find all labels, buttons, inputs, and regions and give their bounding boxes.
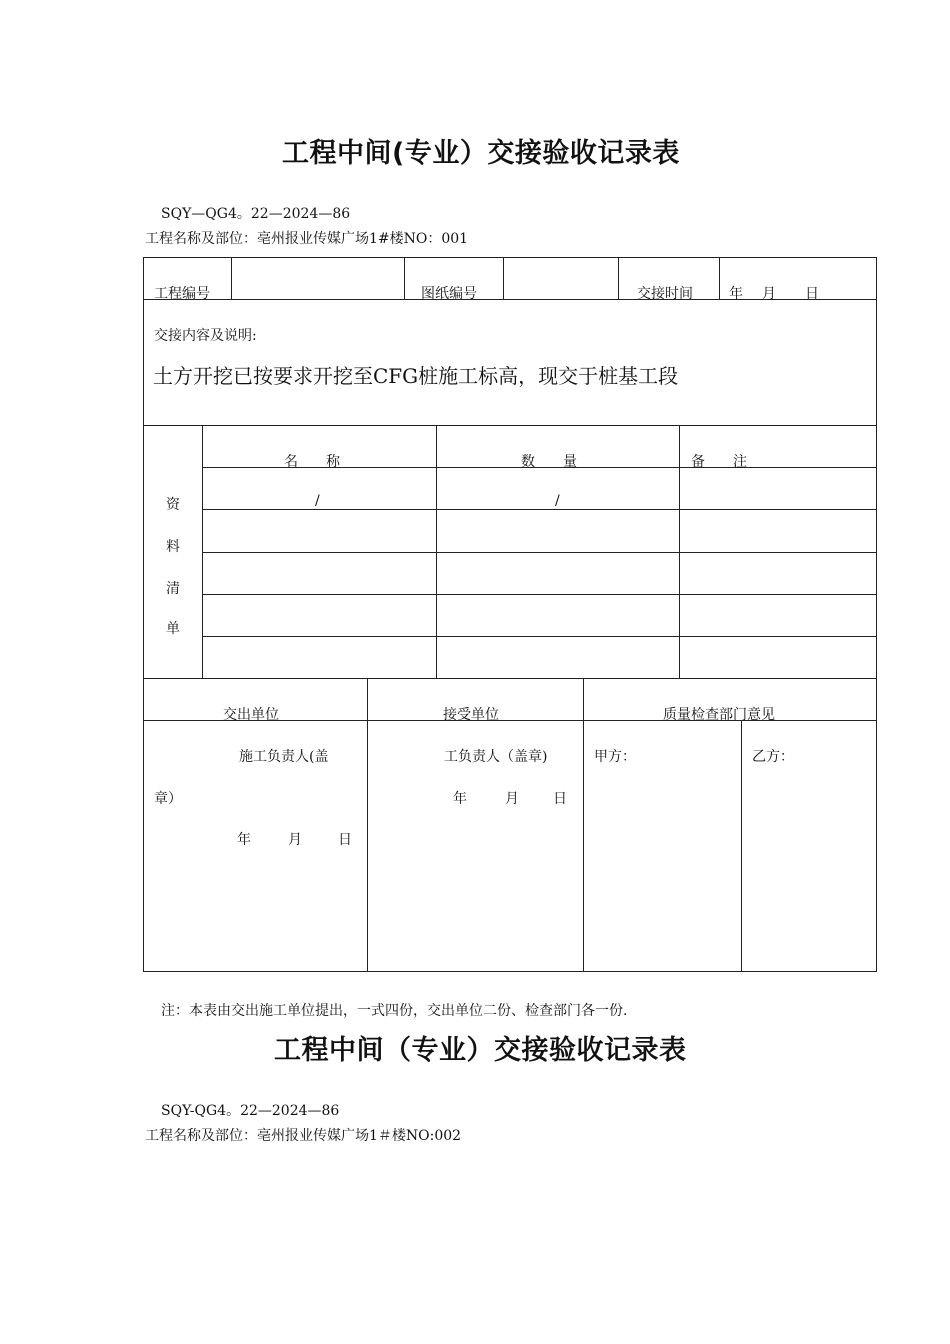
row1-name: / bbox=[315, 493, 320, 509]
date-day: 日 bbox=[805, 286, 819, 302]
col-name-header: 名 称 bbox=[284, 454, 340, 470]
deliver-person-line1: 施工负责人(盖 bbox=[239, 749, 329, 765]
deliver-day: 日 bbox=[338, 832, 352, 848]
party-a: 甲方： bbox=[594, 749, 636, 765]
quality-opinion-header: 质量检查部门意见 bbox=[663, 707, 775, 723]
deliver-unit-header: 交出单位 bbox=[223, 707, 279, 723]
side-char-4: 单 bbox=[166, 621, 180, 637]
form1-project: 工程名称及部位：亳州报业传媒广场1#楼NO：001 bbox=[145, 231, 469, 247]
form1-title: 工程中间(专业）交接验收记录表 bbox=[282, 138, 680, 169]
receive-month: 月 bbox=[505, 791, 519, 807]
receive-person: 工负责人（盖章) bbox=[444, 749, 548, 765]
deliver-year: 年 bbox=[237, 832, 251, 848]
deliver-person-line2: 章） bbox=[154, 791, 182, 807]
row1-qty: / bbox=[555, 493, 560, 509]
receive-unit-header: 接受单位 bbox=[443, 707, 499, 723]
col-qty-header: 数 量 bbox=[521, 454, 577, 470]
form1-code: SQY—QG4。22—2024—86 bbox=[161, 206, 351, 222]
project-no-label: 工程编号 bbox=[154, 286, 210, 302]
side-char-1: 资 bbox=[166, 497, 180, 513]
form2-project: 工程名称及部位：亳州报业传媒广场1＃楼NO:002 bbox=[145, 1128, 462, 1144]
form2-title: 工程中间（专业）交接验收记录表 bbox=[274, 1035, 687, 1066]
form1-note: 注：本表由交出施工单位提出，一式四份，交出单位二份、检查部门各一份. bbox=[161, 1003, 628, 1019]
content-text: 土方开挖已按要求开挖至CFG桩施工标高，现交于桩基工段 bbox=[153, 364, 679, 388]
deliver-month: 月 bbox=[288, 832, 302, 848]
side-char-3: 清 bbox=[166, 581, 180, 597]
side-char-2: 料 bbox=[166, 539, 180, 555]
content-label: 交接内容及说明: bbox=[154, 328, 257, 344]
date-month: 月 bbox=[762, 286, 776, 302]
form2-code: SQY-QG4。22—2024—86 bbox=[161, 1103, 340, 1119]
col-remark-header: 备 注 bbox=[691, 454, 747, 470]
party-b: 乙方： bbox=[752, 749, 794, 765]
handover-time-label: 交接时间 bbox=[637, 286, 693, 302]
receive-year: 年 bbox=[453, 791, 467, 807]
drawing-no-label: 图纸编号 bbox=[421, 286, 477, 302]
date-year: 年 bbox=[729, 286, 743, 302]
receive-day: 日 bbox=[553, 791, 567, 807]
